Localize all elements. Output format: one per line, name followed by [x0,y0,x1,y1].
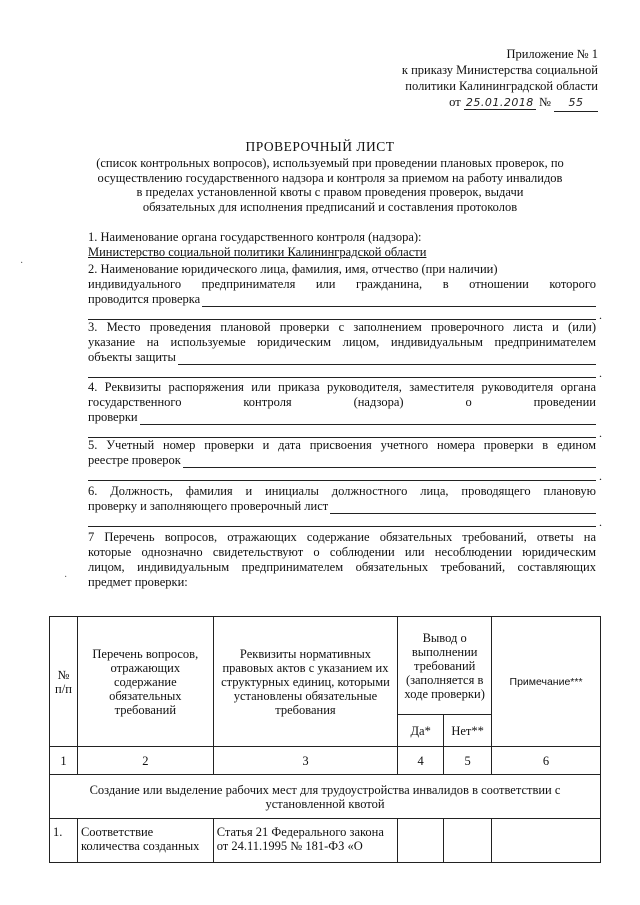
number-prefix: № [538,95,551,109]
table-row [50,819,601,863]
appendix-date-line [338,94,598,112]
fill-rule [88,307,596,320]
row-requisite: Статья 21 Федерального закона от 24.11.1995 № 181-ФЗ «О [213,819,398,863]
item-1-value: Министерство социальной политики Калининградской области [88,245,427,259]
item-2-line-2: индивидуального предпринимателя или гражданина, в отношении которого [88,277,596,291]
item-1 [88,230,596,260]
item-2-line-3-text: проводится проверка [88,292,201,306]
fill-line [202,295,596,307]
document-subtitle [80,156,580,214]
col-number-cell: 6 [492,747,601,775]
fill-rule [88,425,596,438]
table-header-row [50,617,601,715]
item-7-line-1: 7 Перечень вопросов, отражающих содержание обязательных требований, ответы на [88,530,596,544]
section-heading: Создание или выделение рабочих мест для трудоустройства инвалидов в соответствии с установленной квотой [50,775,601,819]
fill-line [140,413,596,425]
document-title: ПРОВЕРОЧНЫЙ ЛИСТ [245,139,395,154]
header-output: Вывод о выполнении требований (заполняется в ходе проверки) [398,617,492,715]
item-3-line-3 [88,350,596,365]
item-5-line-2 [88,453,596,468]
item-6-line-2-text: проверку и заполняющего проверочный лист [88,499,329,513]
handwritten-number: 55 [554,95,598,112]
subtitle-line-4: обязательных для исполнения предписаний и составления протоколов [142,199,518,214]
item-4 [88,380,596,438]
fill-rule [88,514,596,527]
table-column-numbers [50,747,601,775]
row-note [492,819,601,863]
item-5-line-1: 5. Учетный номер проверки и дата присвоения учетного номера проверки в едином [88,438,596,452]
fill-line [330,502,596,514]
scan-speck: · [20,258,24,269]
item-6 [88,484,596,527]
item-7-line-3: лицом, индивидуальным предпринимателем обязательных требований, составляющих [88,560,596,574]
fill-rule [88,468,596,481]
table-section-row [50,775,601,819]
row-yes [398,819,444,863]
item-6-line-1: 6. Должность, фамилия и инициалы должностного лица, проводящего плановую [88,484,596,498]
col-number-cell: 5 [444,747,492,775]
col-number-cell: 3 [213,747,398,775]
item-1-label: 1. Наименование органа государственного контроля (надзора): [88,230,422,244]
item-7-line-2: которые однозначно свидетельствуют о соблюдении или несоблюдении юридическим [88,545,596,559]
header-num: № п/п [50,617,78,747]
header-requisites: Реквизиты нормативных правовых актов с указанием их структурных единиц, которыми установлены обязательные требования [213,617,398,747]
header-yes: Да* [398,715,444,747]
fill-rule [88,365,596,378]
header-no: Нет** [444,715,492,747]
handwritten-date: 25.01.2018 [465,96,534,109]
appendix-line-2: к приказу Министерства социальной [401,63,598,77]
subtitle-line-1: (список контрольных вопросов), используемый при проведении плановых проверок, по [96,156,564,170]
header-note: Примечание*** [492,617,601,747]
row-no [444,819,492,863]
item-4-line-2: государственного контроля (надзора) о проведении [88,395,596,409]
item-4-line-3 [88,410,596,425]
appendix-line-3: политики Калининградской области [405,79,598,93]
item-4-line-1: 4. Реквизиты распоряжения или приказа руководителя, заместителя руководителя органа [88,380,596,394]
appendix-line-1: Приложение № 1 [506,47,598,61]
item-5-line-2-text: реестре проверок [88,453,181,467]
item-7-line-4: предмет проверки: [88,575,188,589]
col-number-cell: 4 [398,747,444,775]
item-3-line-3-text: объекты защиты [88,350,176,364]
item-2-line-3 [88,292,596,307]
item-2-line-1: 2. Наименование юридического лица, фамилия, имя, отчество (при наличии) [88,262,498,276]
header-questions: Перечень вопросов, отражающих содержание обязательных требований [77,617,213,747]
item-3-line-2: указание на используемые юридическим лицом, индивидуальным предпринимателем [88,335,596,349]
scan-speck: · [64,572,68,583]
appendix-header [338,46,598,112]
item-3 [88,320,596,378]
item-7 [88,530,596,590]
subtitle-line-2: осуществлению государственного надзора и контроля за приемом на работу инвалидов [97,170,563,185]
date-prefix: от [449,95,461,109]
item-4-line-3-text: проверки [88,410,138,424]
row-question: Соответствие количества созданных [77,819,213,863]
fill-line [178,353,596,365]
col-number-cell: 1 [50,747,78,775]
row-num: 1. [50,819,78,863]
checklist-table [49,616,601,863]
subtitle-line-3: в пределах установленной квоты с правом проведения проверок, выдачи [136,185,524,199]
item-3-line-1: 3. Место проведения плановой проверки с заполнением проверочного листа и (или) [88,320,596,334]
item-2 [88,262,596,320]
col-number-cell: 2 [77,747,213,775]
item-6-line-2 [88,499,596,514]
item-5 [88,438,596,481]
fill-line [183,456,596,468]
